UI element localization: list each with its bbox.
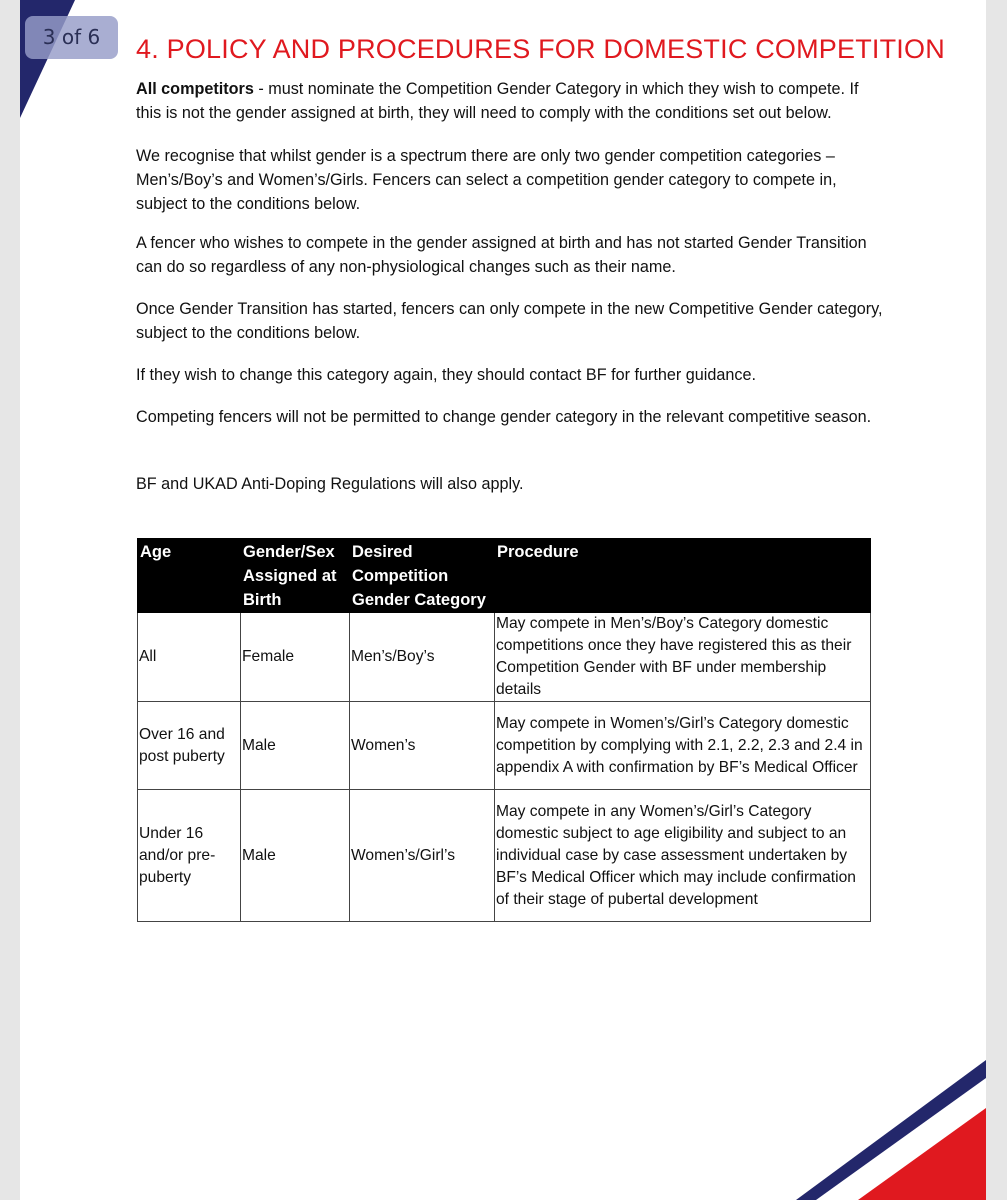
paragraph-transition: Once Gender Transition has started, fencers can only compete in the new Competitive Gender category, subject to the conditions below.: [136, 300, 883, 342]
cell-age: Under 16 and/or pre-puberty: [138, 790, 241, 922]
header-procedure: Procedure: [495, 539, 871, 613]
cell-sex: Female: [241, 613, 350, 702]
header-desired-category: Desired Competition Gender Category: [350, 539, 495, 613]
brand-corner-bottom: [796, 1060, 986, 1200]
table-row: [138, 790, 871, 922]
table-header-row: [138, 539, 871, 613]
cell-sex: Male: [241, 702, 350, 790]
policy-table: [137, 538, 871, 922]
cell-procedure: May compete in any Women’s/Girl’s Category domestic subject to age eligibility and subject to an individual case by case assessment undertaken by BF’s Medical Officer which may include confirmation of their stage of pubertal development: [495, 790, 871, 922]
header-age: Age: [138, 539, 241, 613]
cell-category: Women’s: [350, 702, 495, 790]
section-heading: 4. POLICY AND PROCEDURES FOR DOMESTIC COMPETITION: [136, 34, 945, 64]
paragraph-assigned-gender: A fencer who wishes to compete in the gender assigned at birth and has not started Gender Transition can do so regardless of any non-physiological changes such as their name.: [136, 234, 867, 276]
page-indicator: 3 of 6: [25, 16, 118, 59]
cell-category: Women’s/Girl’s: [350, 790, 495, 922]
intro-paragraph: [136, 77, 886, 125]
document-page: [20, 0, 986, 1200]
paragraph-spectrum: We recognise that whilst gender is a spectrum there are only two gender competition categories – Men’s/Boy’s and Women’s/Girls. Fencers can select a competition gender category to compete in, subject to the conditions below.: [136, 147, 837, 213]
cell-age: All: [138, 613, 241, 702]
cell-procedure: May compete in Men’s/Boy’s Category domestic competitions once they have registered this as their Competition Gender with BF under membership details: [495, 613, 871, 702]
header-sex-assigned: Gender/Sex Assigned at Birth: [241, 539, 350, 613]
table-row: [138, 702, 871, 790]
cell-procedure: May compete in Women’s/Girl’s Category domestic competition by complying with 2.1, 2.2, 2.3 and 2.4 in appendix A with confirmation by BF’s Medical Officer: [495, 702, 871, 790]
paragraph-season: Competing fencers will not be permitted to change gender category in the relevant competitive season.: [136, 408, 872, 426]
paragraph-change-category: If they wish to change this category again, they should contact BF for further guidance.: [136, 366, 756, 384]
intro-text: - must nominate the Competition Gender Category in which they wish to compete. If this is not the gender assigned at birth, they will need to comply with the conditions set out below.: [136, 80, 859, 122]
intro-bold-label: All competitors: [136, 80, 254, 98]
cell-age: Over 16 and post puberty: [138, 702, 241, 790]
cell-sex: Male: [241, 790, 350, 922]
paragraph-anti-doping: BF and UKAD Anti-Doping Regulations will also apply.: [136, 475, 524, 493]
table-row: [138, 613, 871, 702]
cell-category: Men’s/Boy’s: [350, 613, 495, 702]
